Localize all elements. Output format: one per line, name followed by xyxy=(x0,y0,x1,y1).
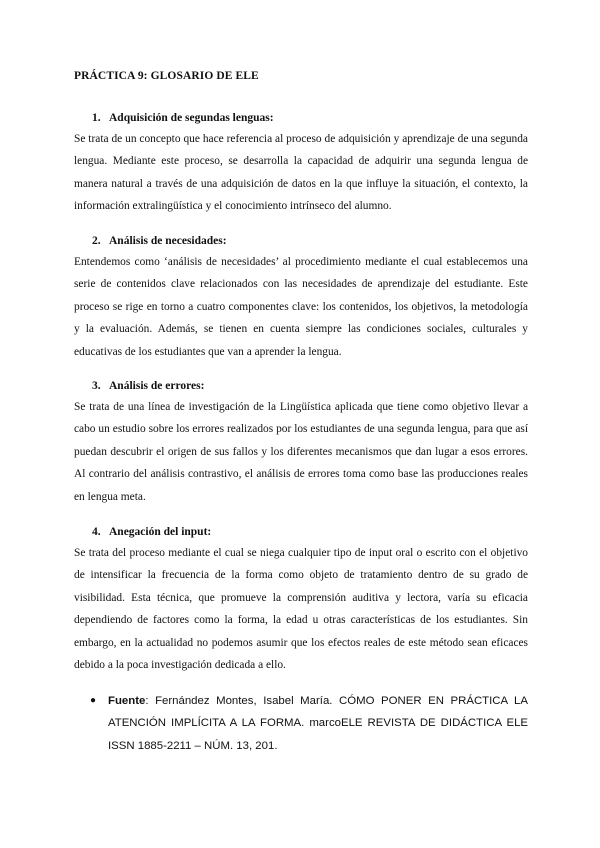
source-text xyxy=(108,690,528,757)
section-number: 2. xyxy=(92,235,101,247)
section-body: Se trata del proceso mediante el cual se niega cualquier tipo de input oral o escrito con el objetivo de intensificar la frecuencia de la forma como objeto de tratamiento dentro de su grado de visibilidad. Esta técnica, que promueve la comprensión auditiva y lectora, varía su eficacia dependiendo de factores como la forma, la edad u otras características de los estudiantes. Sin embargo, en la actualidad no podemos asumir que los efectos reales de este método sean eficaces debido a la poca investigación dedicada a ello. xyxy=(74,547,528,672)
section-2 xyxy=(74,231,528,363)
section-body: Se trata de un concepto que hace referencia al proceso de adquisición y aprendizaje de una segunda lengua. Mediante este proceso, se desarrolla la capacidad de adquirir una segunda lengua de manera natural a través de una adquisición de datos en la que influye la situación, el contexto, la información extralingüística y el conocimiento intrínseco del alumno. xyxy=(74,133,528,213)
source-citation xyxy=(90,690,528,757)
section-number: 1. xyxy=(92,112,101,124)
section-number: 4. xyxy=(92,526,101,538)
section-heading xyxy=(74,108,528,128)
section-heading xyxy=(74,376,528,396)
section-heading-text: Anegación del input: xyxy=(109,526,212,538)
section-number: 3. xyxy=(92,380,101,392)
section-heading xyxy=(74,522,528,542)
section-heading xyxy=(74,231,528,251)
section-heading-text: Análisis de necesidades: xyxy=(109,235,227,247)
source-reference: : Fernández Montes, Isabel María. CÓMO PONER EN PRÁCTICA LA ATENCIÓN IMPLÍCITA A LA FORMA. marcoELE REVISTA DE DIDÁCTICA ELE ISSN 1885-2211 – NÚM. 13, 201. xyxy=(108,695,528,752)
bullet-icon: ● xyxy=(90,695,97,706)
section-body: Entendemos como ‘análisis de necesidades’ al procedimiento mediante el cual establecemos una serie de contenidos clave relacionados con las necesidades de aprendizaje del estudiante. Este proceso se rige en torno a cuatro componentes clave: los contenidos, los objetivos, la metodología y la evaluación. Además, se tienen en cuenta siempre las condiciones sociales, culturales y educativas de los estudiantes que van a aprender la lengua. xyxy=(74,256,528,358)
page-title: PRÁCTICA 9: GLOSARIO DE ELE xyxy=(74,70,259,82)
section-1 xyxy=(74,108,528,218)
section-heading-text: Adquisición de segundas lenguas: xyxy=(109,112,274,124)
section-body: Se trata de una línea de investigación de la Lingüística aplicada que tiene como objetivo llevar a cabo un estudio sobre los errores realizados por los estudiantes de una segunda lengua, para que así puedan descubrir el origen de sus fallos y los diferentes mecanismos que dan lugar a esos errores. Al contrario del análisis contrastivo, el análisis de errores toma como base las producciones reales en lengua meta. xyxy=(74,401,528,503)
source-label: Fuente xyxy=(108,695,146,707)
section-3 xyxy=(74,376,528,508)
section-4 xyxy=(74,522,528,676)
section-heading-text: Análisis de errores: xyxy=(109,380,205,392)
